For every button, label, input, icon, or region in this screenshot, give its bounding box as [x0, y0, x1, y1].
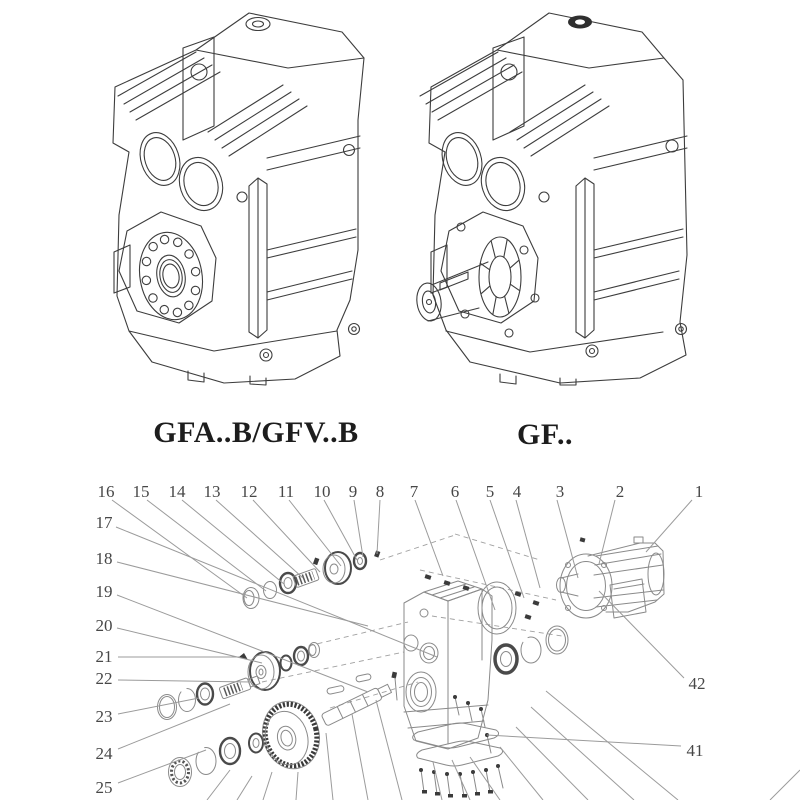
- leader-line-stub: [376, 700, 402, 800]
- leader-line-25: [118, 750, 206, 783]
- leader-line-22: [118, 680, 251, 682]
- part-number-12: 12: [240, 482, 258, 501]
- part-number-42: 42: [688, 674, 706, 693]
- leader-line-42: [599, 591, 684, 678]
- part-number-21: 21: [95, 647, 113, 666]
- part-number-19: 19: [95, 582, 113, 601]
- leader-line-3: [557, 500, 578, 578]
- exploded-view: [96, 482, 800, 800]
- part-number-10: 10: [313, 482, 331, 501]
- leader-line-12: [253, 500, 320, 572]
- gearbox-drawing-gfab: [113, 13, 364, 385]
- input-snap-rings: [521, 626, 568, 663]
- leader-line-stub: [546, 691, 678, 800]
- leader-line-19: [117, 595, 368, 692]
- part-number-6: 6: [450, 482, 460, 501]
- leader-line-stub: [263, 772, 272, 800]
- part-number-3: 3: [555, 482, 565, 501]
- part-number-1: 1: [694, 482, 704, 501]
- part-number-18: 18: [95, 549, 113, 568]
- part-number-24: 24: [95, 744, 113, 763]
- leader-line-stub: [770, 770, 800, 800]
- output-shaft: [321, 683, 392, 727]
- leader-line-stub: [500, 747, 543, 800]
- part-number-22: 22: [95, 669, 113, 688]
- input-bearing: [495, 645, 517, 673]
- leader-line-16: [112, 500, 247, 598]
- caption-gf: GF..: [517, 418, 573, 451]
- leader-line-stub: [352, 714, 368, 800]
- leader-line-stub: [207, 770, 230, 800]
- part-number-17: 17: [95, 513, 113, 532]
- leader-line-5: [490, 500, 524, 598]
- leader-line-9: [354, 500, 363, 557]
- shaft-keys: [327, 673, 372, 694]
- part-number-20: 20: [95, 616, 113, 635]
- part-number-13: 13: [203, 482, 221, 501]
- output-gear: [256, 695, 327, 775]
- leader-line-4: [516, 500, 540, 588]
- leader-line-8: [377, 500, 380, 554]
- part-number-9: 9: [348, 482, 358, 501]
- leader-line-15: [147, 500, 266, 591]
- ball-bearing: [169, 758, 192, 787]
- leader-line-stub: [326, 733, 333, 800]
- part-number-5: 5: [485, 482, 495, 501]
- leader-line-7: [415, 500, 443, 576]
- part-number-23: 23: [95, 707, 113, 726]
- part-number-14: 14: [168, 482, 186, 501]
- part-number-11: 11: [277, 482, 295, 501]
- leader-line-11: [289, 500, 341, 566]
- part-number-2: 2: [615, 482, 625, 501]
- part-number-16: 16: [97, 482, 115, 501]
- part-number-25: 25: [95, 778, 113, 797]
- leader-line-stub: [452, 760, 470, 800]
- leader-line-stub: [296, 772, 298, 800]
- input-gear: [323, 552, 351, 584]
- part-number-15: 15: [132, 482, 150, 501]
- assembly-axis-lines: [262, 534, 562, 708]
- intermediate-gear: [248, 652, 280, 690]
- part-number-8: 8: [375, 482, 385, 501]
- leader-line-1: [646, 500, 692, 552]
- leader-line-6: [456, 500, 495, 610]
- leader-line-stub: [237, 776, 252, 800]
- leader-line-41: [487, 735, 681, 746]
- flange-bolts: [425, 537, 586, 620]
- leader-line-14: [182, 500, 284, 584]
- part-number-41: 41: [686, 741, 704, 760]
- part-number-4: 4: [512, 482, 522, 501]
- part-number-7: 7: [409, 482, 419, 501]
- caption-gfab: GFA..B/GFV..B: [153, 416, 359, 449]
- leader-line-stub: [516, 727, 588, 800]
- gear-housing: [404, 581, 492, 749]
- leader-line-20: [117, 628, 262, 663]
- leader-line-17: [116, 527, 437, 657]
- gearbox-drawing-gf: [414, 13, 687, 385]
